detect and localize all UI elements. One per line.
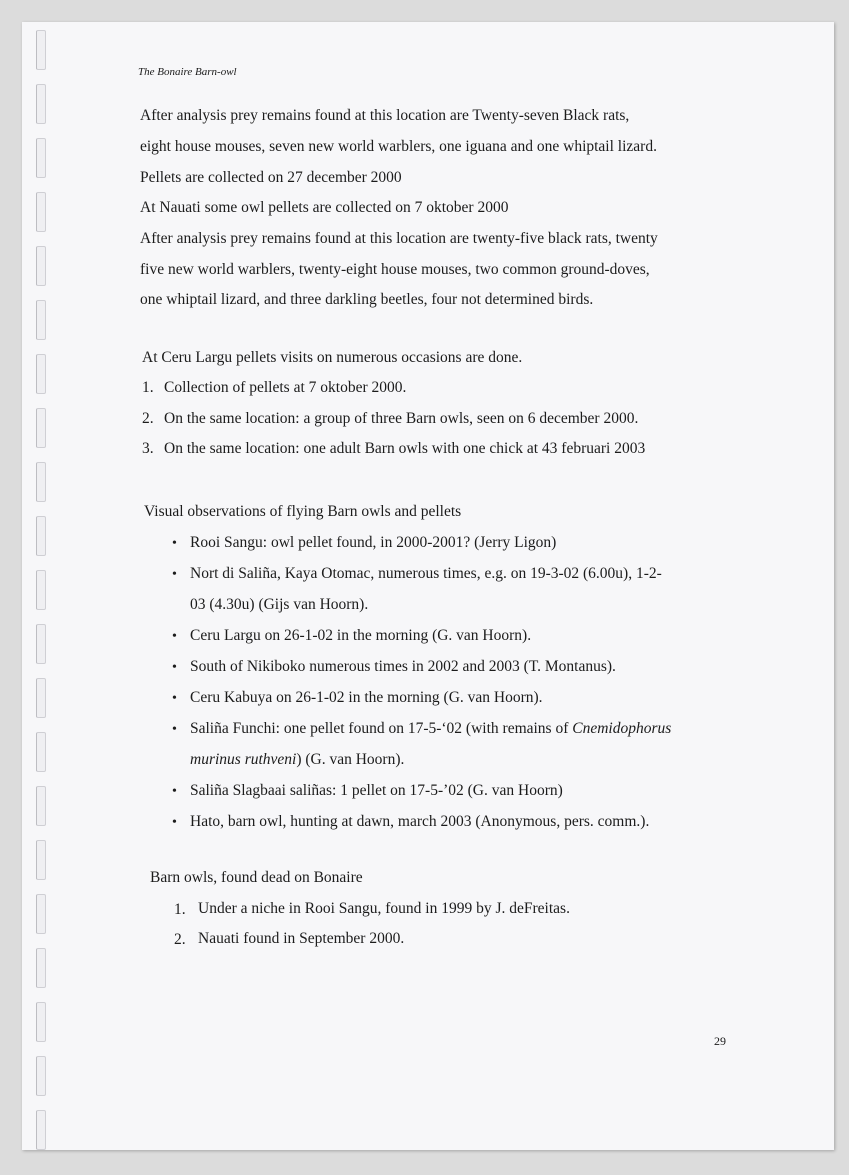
section-heading: Visual observations of flying Barn owls and pellets bbox=[144, 503, 462, 520]
body-line: one whiptail lizard, and three darkling beetles, four not determined birds. bbox=[140, 291, 594, 308]
list-item: Ceru Largu on 26-1-02 in the morning (G. van Hoorn). bbox=[190, 627, 532, 644]
list-number: 1. bbox=[174, 901, 186, 918]
list-number: 3. bbox=[142, 440, 154, 457]
binding-hole bbox=[36, 948, 46, 988]
binding-hole bbox=[36, 516, 46, 556]
bullet: • bbox=[172, 784, 177, 799]
species-name: murinus ruthveni bbox=[190, 751, 297, 768]
list-item: On the same location: one adult Barn owls with one chick at 43 februari 2003 bbox=[164, 440, 646, 457]
binding-hole bbox=[36, 894, 46, 934]
bullet: • bbox=[172, 567, 177, 582]
binding-hole bbox=[36, 840, 46, 880]
ceru-intro: At Ceru Largu pellets visits on numerous occasions are done. bbox=[142, 349, 523, 366]
bullet: • bbox=[172, 691, 177, 706]
list-item: Nauati found in September 2000. bbox=[198, 930, 405, 947]
item-text: ) (G. van Hoorn). bbox=[296, 751, 405, 768]
species-name: Cnemidophorus bbox=[572, 720, 672, 737]
list-number: 1. bbox=[142, 379, 154, 396]
list-item: Collection of pellets at 7 oktober 2000. bbox=[164, 379, 407, 396]
page-number: 29 bbox=[714, 1034, 726, 1048]
body-line: After analysis prey remains found at this location are Twenty-seven Black rats, bbox=[140, 107, 630, 124]
bullet: • bbox=[172, 660, 177, 675]
list-item: Ceru Kabuya on 26-1-02 in the morning (G. van Hoorn). bbox=[190, 689, 543, 706]
list-number: 2. bbox=[174, 931, 186, 948]
list-item bbox=[190, 719, 671, 739]
bullet: • bbox=[172, 722, 177, 737]
body-line: At Nauati some owl pellets are collected on 7 oktober 2000 bbox=[140, 199, 509, 216]
binding-hole bbox=[36, 786, 46, 826]
binding-hole bbox=[36, 1056, 46, 1096]
body-line: Pellets are collected on 27 december 2000 bbox=[140, 169, 402, 186]
list-number: 2. bbox=[142, 410, 154, 427]
list-item-continuation bbox=[190, 750, 404, 770]
binding-hole bbox=[36, 624, 46, 664]
binding-hole bbox=[36, 462, 46, 502]
bullet: • bbox=[172, 629, 177, 644]
binding-hole bbox=[36, 84, 46, 124]
list-item: South of Nikiboko numerous times in 2002 and 2003 (T. Montanus). bbox=[190, 658, 616, 675]
binding-hole bbox=[36, 300, 46, 340]
binding-hole bbox=[36, 354, 46, 394]
binding-hole bbox=[36, 408, 46, 448]
binding-hole bbox=[36, 1110, 46, 1150]
list-item: Nort di Saliña, Kaya Otomac, numerous times, e.g. on 19-3-02 (6.00u), 1-2- bbox=[190, 565, 662, 582]
item-text: Saliña Funchi: one pellet found on 17-5-‘02 (with remains of bbox=[190, 720, 573, 737]
section-heading: Barn owls, found dead on Bonaire bbox=[150, 869, 363, 886]
list-item: Under a niche in Rooi Sangu, found in 1999 by J. deFreitas. bbox=[198, 900, 570, 917]
list-item-continuation: 03 (4.30u) (Gijs van Hoorn). bbox=[190, 596, 369, 613]
binding-hole bbox=[36, 138, 46, 178]
running-header: The Bonaire Barn-owl bbox=[138, 66, 237, 78]
list-item: Saliña Slagbaai saliñas: 1 pellet on 17-5-’02 (G. van Hoorn) bbox=[190, 782, 563, 799]
binding-hole bbox=[36, 246, 46, 286]
list-item: Rooi Sangu: owl pellet found, in 2000-2001? (Jerry Ligon) bbox=[190, 534, 557, 551]
list-item: Hato, barn owl, hunting at dawn, march 2003 (Anonymous, pers. comm.). bbox=[190, 813, 650, 830]
bullet: • bbox=[172, 536, 177, 551]
binding-hole bbox=[36, 678, 46, 718]
binding-hole bbox=[36, 30, 46, 70]
binding-hole bbox=[36, 570, 46, 610]
binding-hole bbox=[36, 1002, 46, 1042]
body-line: eight house mouses, seven new world warblers, one iguana and one whiptail lizard. bbox=[140, 138, 657, 155]
document-page bbox=[22, 22, 834, 1150]
body-line: five new world warblers, twenty-eight house mouses, two common ground-doves, bbox=[140, 261, 650, 278]
list-item: On the same location: a group of three Barn owls, seen on 6 december 2000. bbox=[164, 410, 639, 427]
binding-holes bbox=[36, 22, 56, 1150]
body-line: After analysis prey remains found at this location are twenty-five black rats, twenty bbox=[140, 230, 658, 247]
bullet: • bbox=[172, 815, 177, 830]
binding-hole bbox=[36, 192, 46, 232]
binding-hole bbox=[36, 732, 46, 772]
